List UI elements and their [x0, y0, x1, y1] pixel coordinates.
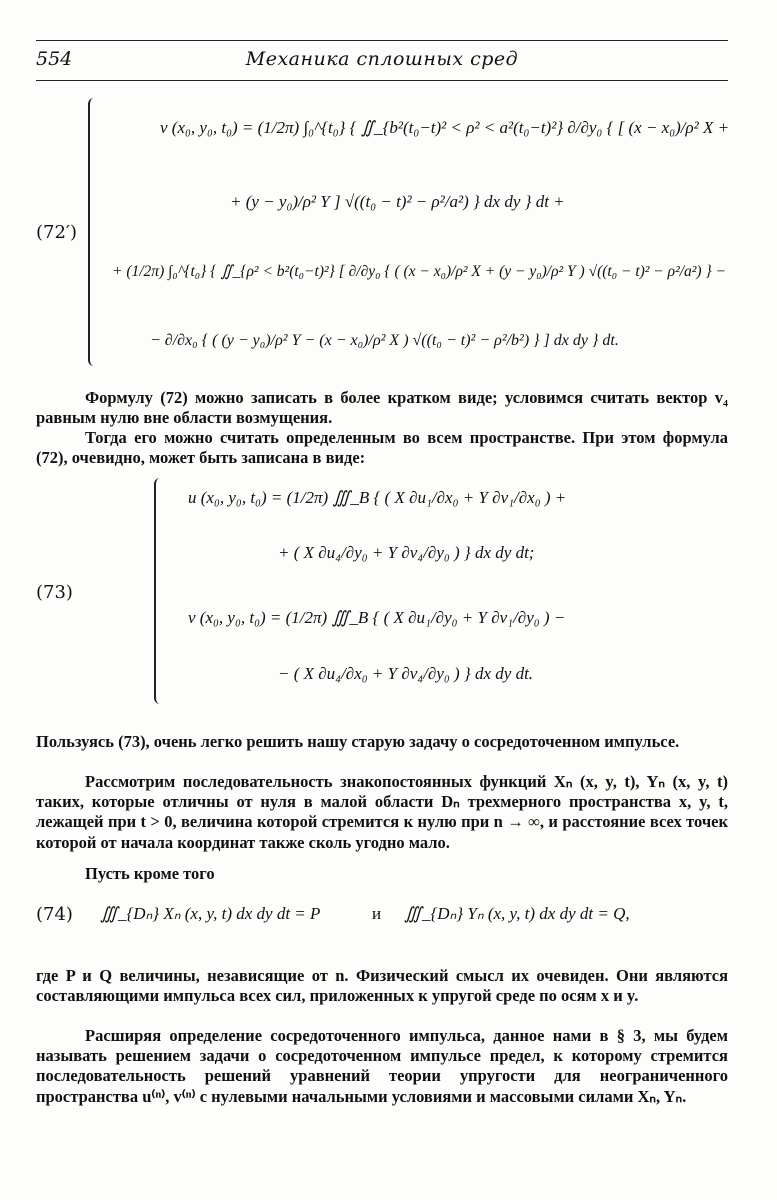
left-brace	[88, 98, 100, 366]
equation-label: (72′)	[36, 222, 78, 243]
page-number: 554	[36, 48, 73, 70]
equation-label: (74)	[36, 904, 73, 925]
paragraph: где P и Q величины, независящие от n. Физический смысл их очевиден. Они являются составляющими импульса всех сил, приложенных к упругой среде по осям x и y.	[36, 966, 728, 1006]
equation-conjunction: и	[372, 904, 382, 923]
equation-left-part: ∭_{Dₙ} Xₙ (x, y, t) dx dy dt = P	[100, 904, 321, 923]
equation-line: u (x₀, y₀, t₀) = (1/2π) ∭_B { ( X ∂u₁/∂x₀ + Y ∂v₁/∂x₀ ) +	[188, 488, 567, 507]
equation-line: v (x₀, y₀, t₀) = (1/2π) ∭_B { ( X ∂u₁/∂y₀ + Y ∂v₁/∂y₀ ) −	[188, 608, 566, 627]
paragraph: Расширяя определение сосредоточенного импульса, данное нами в § 3, мы будем называть решением задачи о сосредоточенном импульсе предел, к которому стремится последовательность решений уравнений теории упругости для неограниченного пространства u⁽ⁿ⁾, v⁽ⁿ⁾ с нулевыми начальными условиями и массовыми силами Xₙ, Yₙ.	[36, 1026, 728, 1106]
running-title: Механика сплошных сред	[245, 48, 519, 70]
paragraph: Формулу (72) можно записать в более кратком виде; условимся считать вектор v₄ равным нулю вне области возмущения.	[36, 388, 728, 428]
left-brace	[154, 478, 166, 704]
equation-line: + ( X ∂u₄/∂y₀ + Y ∂v₄/∂y₀ ) } dx dy dt;	[278, 543, 535, 562]
equation-line: − ( X ∂u₄/∂x₀ + Y ∂v₄/∂y₀ ) } dx dy dt.	[278, 664, 534, 683]
equation-line: + (y − y₀)/ρ² Y ] √((t₀ − t)² − ρ²/a²) } dx dy } dt +	[230, 192, 565, 211]
paragraph: Пользуясь (73), очень легко решить нашу старую задачу о сосредоточенном импульсе.	[36, 732, 680, 751]
paragraph: Тогда его можно считать определенным во всем пространстве. При этом формула (72), очевидно, может быть записана в виде:	[36, 428, 728, 468]
equation-line: v (x₀, y₀, t₀) = (1/2π) ∫₀^{t₀} { ∬_{b²(t₀−t)² < ρ² < a²(t₀−t)²} ∂/∂y₀ { [ (x − x₀)/ρ² X +	[160, 118, 730, 137]
paragraph: Пусть кроме того	[85, 864, 215, 883]
equation-line: + (1/2π) ∫₀^{t₀} { ∬_{ρ² < b²(t₀−t)²} [ ∂/∂y₀ { ( (x − x₀)/ρ² X + (y − y₀)/ρ² Y ) √((t₀ − t)² − ρ²/a²) } −	[112, 263, 727, 280]
equation-line: − ∂/∂x₀ { ( (y − y₀)/ρ² Y − (x − x₀)/ρ² X ) √((t₀ − t)² − ρ²/b²) } ] dx dy } dt.	[150, 332, 619, 349]
page-header	[36, 40, 728, 81]
equation-label: (73)	[36, 582, 73, 603]
equation-right-part: ∭_{Dₙ} Yₙ (x, y, t) dx dy dt = Q,	[404, 904, 630, 923]
paragraph: Рассмотрим последовательность знакопостоянных функций Xₙ (x, y, t), Yₙ (x, y, t) таких, которые отличны от нуля в малой области Dₙ трехмерного пространства x, y, t, лежащей при t > 0, величина которой стремится к нулю при n → ∞, и расстояние всех точек которой от начала координат также сколь угодно мало.	[36, 772, 728, 852]
